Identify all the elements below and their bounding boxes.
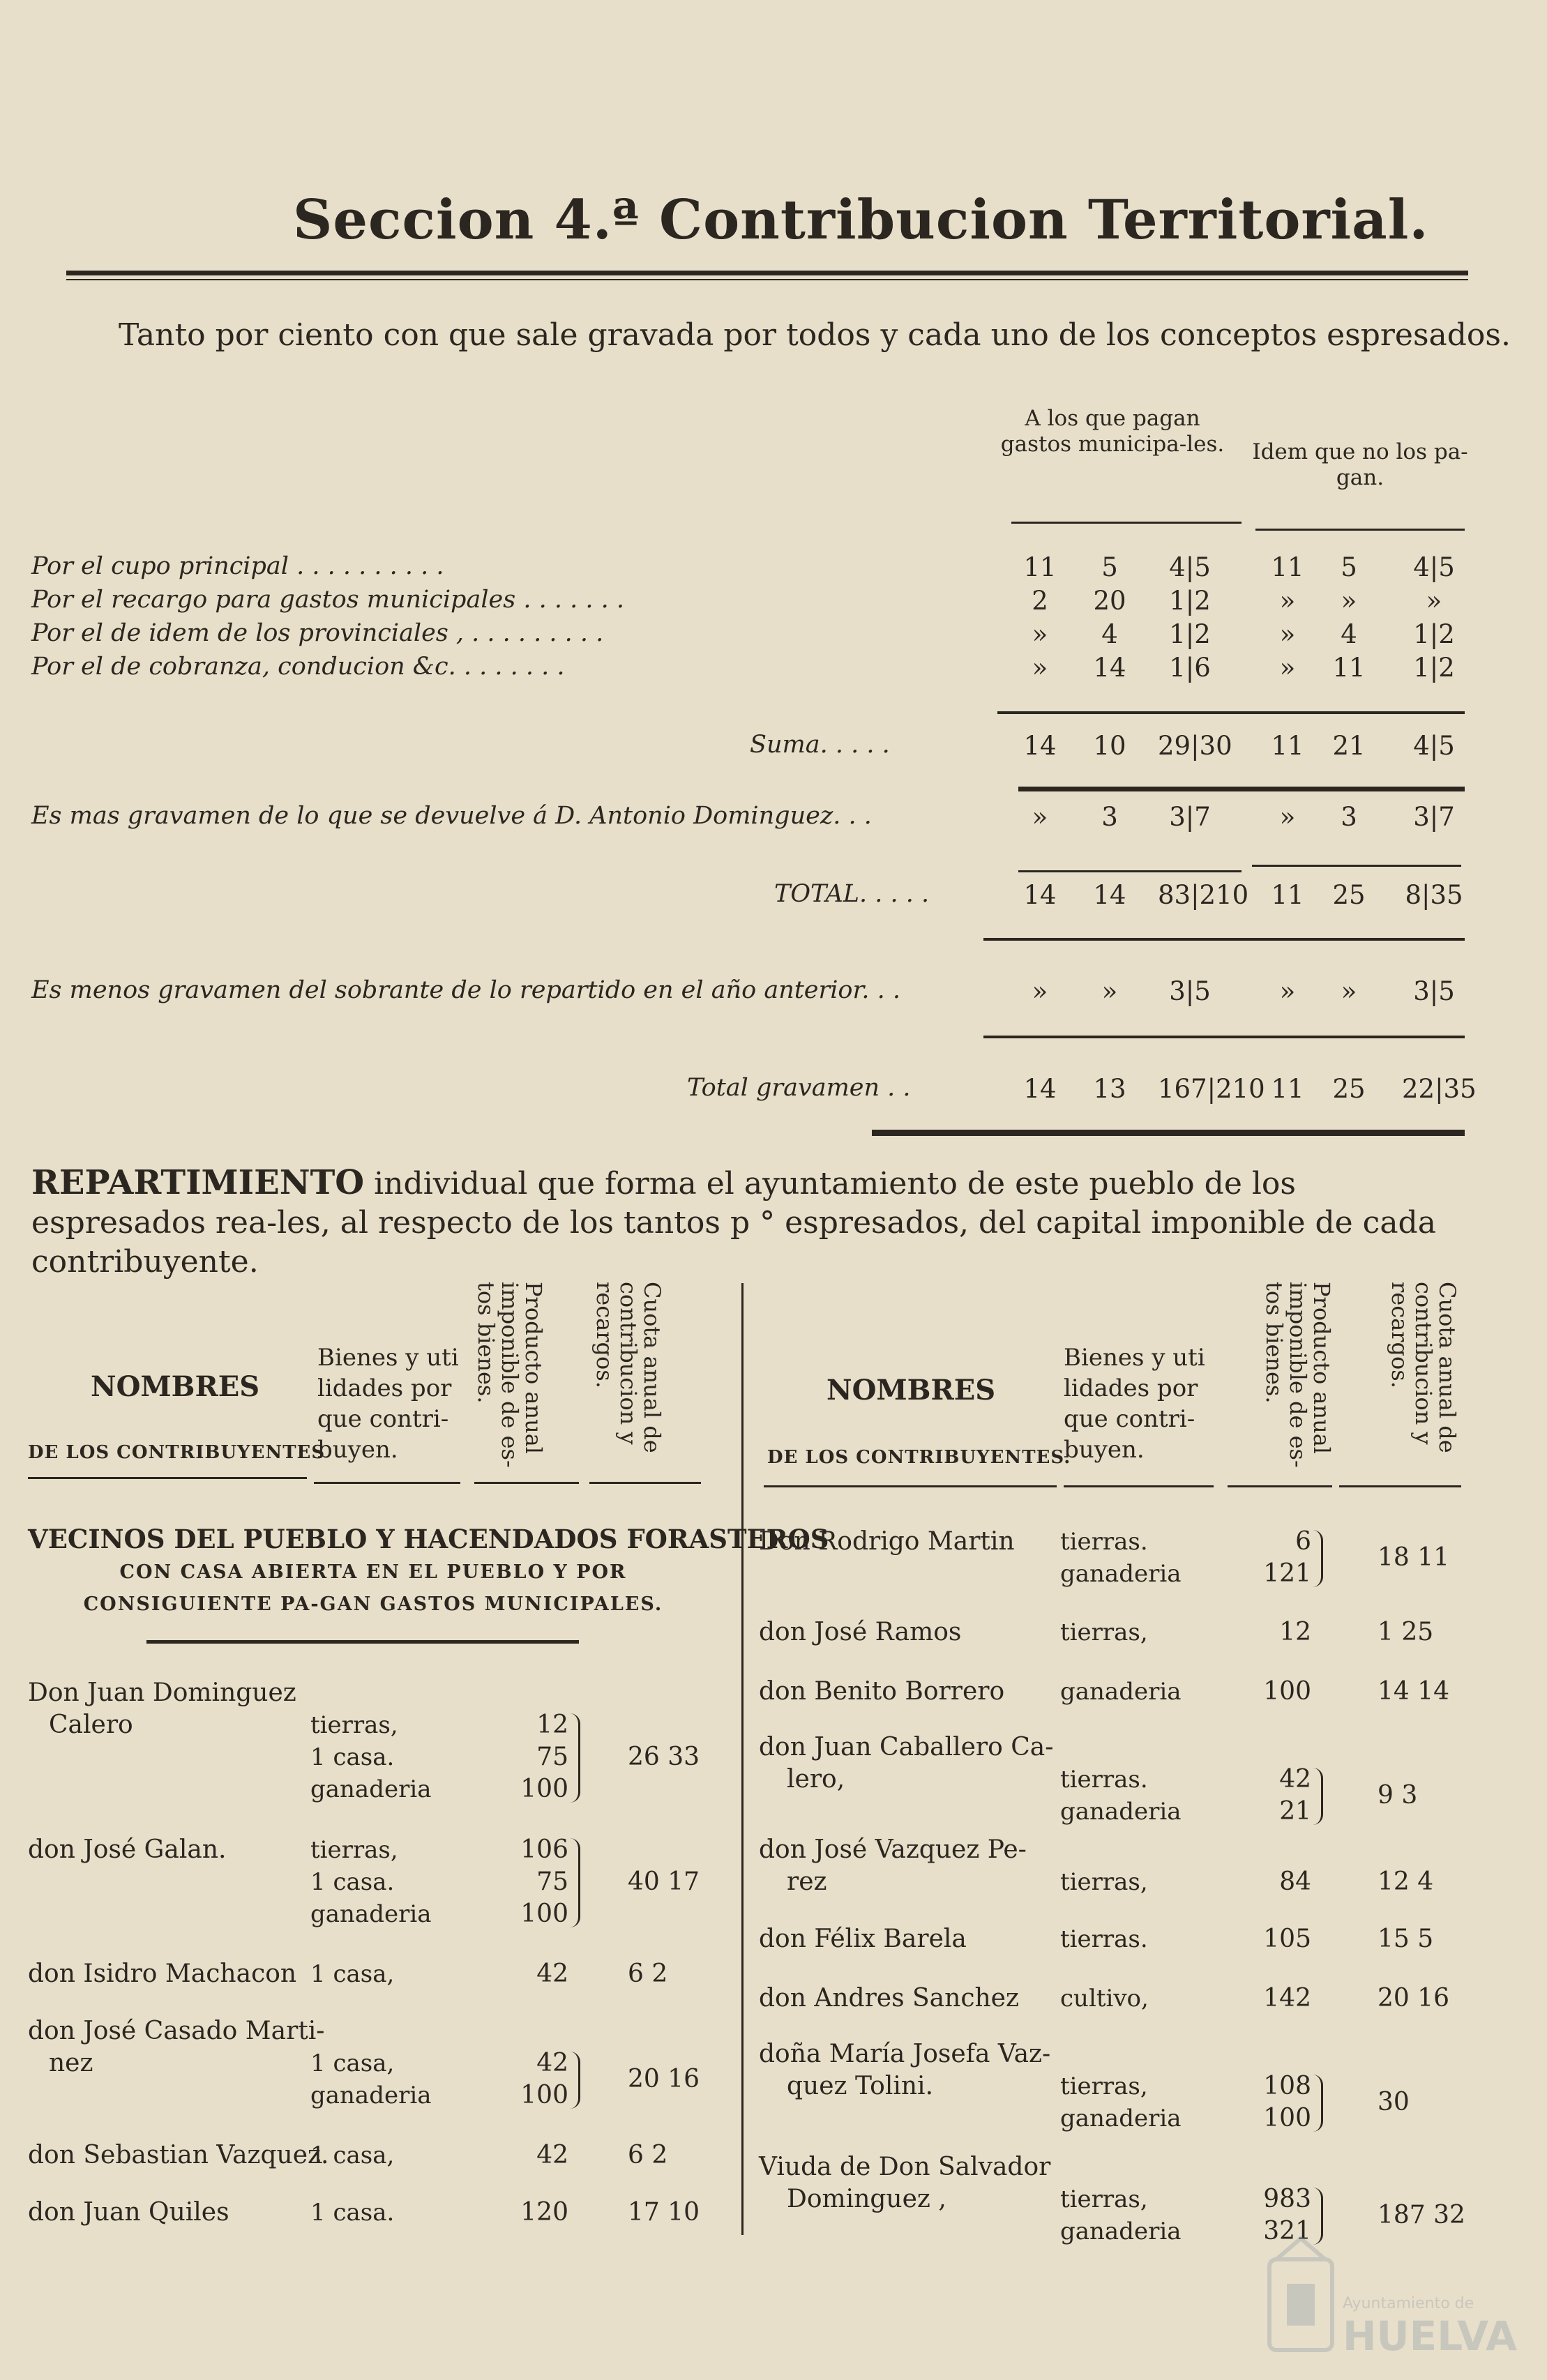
contributor-bienes: ganaderia	[310, 2082, 432, 2109]
contributor-bienes: 1 casa,	[310, 1960, 395, 1988]
col-header-rule-left-b	[314, 1482, 460, 1484]
rate-row-value: 4|5	[1169, 552, 1211, 582]
total-row-value: 11	[1271, 880, 1304, 910]
contributor-bienes: tierras,	[1060, 2072, 1148, 2100]
menos-row-value: »	[1032, 976, 1048, 1006]
contributor-cuota: 30	[1378, 2088, 1410, 2116]
amount-brace	[1313, 1768, 1323, 1825]
total-gravamen-row-value: 22|35	[1402, 1074, 1477, 1104]
contributor-cuota: 15 5	[1378, 1925, 1434, 1953]
rate-row-value: »	[1032, 653, 1048, 683]
contributor-producto: 100	[520, 2081, 568, 2109]
col-header-no-pagan: Idem que no los pa-gan.	[1252, 439, 1468, 490]
repartimiento-text: individual que forma el ayuntamiento de este pueblo de los espresados rea-les, al respecto de los tantos p ° espresados, del capital imponible de cada contribuyente.	[31, 1166, 1436, 1280]
total-row-value: 25	[1332, 880, 1366, 910]
contributor-producto: 106	[520, 1835, 568, 1864]
contributor-bienes: tierras.	[1060, 1766, 1148, 1794]
total-row-value: 83|210	[1158, 880, 1249, 910]
col-header-rule-left	[28, 1477, 307, 1479]
rate-row-value: »	[1279, 653, 1296, 683]
col-bienes-left: Bienes y uti lidades por que contri-buyen.	[317, 1344, 459, 1464]
col-cuota-right: Cuota anual de contribucion y recargos.	[1387, 1282, 1461, 1453]
gravamen-rule	[872, 1130, 1465, 1136]
contributor-producto: 108	[1263, 2072, 1311, 2100]
contributor-name: don José Galan.	[28, 1835, 227, 1864]
suma-row-value: 14	[1023, 731, 1057, 761]
contributor-name: don Sebastian Vazquez.	[28, 2141, 329, 2169]
col-header-rule-left-c	[474, 1482, 579, 1484]
col-nombres-sub-left: DE LOS CONTRIBUYENTES	[28, 1442, 326, 1463]
contributor-bienes: 1 casa,	[310, 2049, 395, 2077]
contributor-name: Don Juan Dominguez	[28, 1678, 296, 1707]
contributor-producto: 6	[1295, 1527, 1311, 1556]
section-heading-rule	[146, 1640, 579, 1644]
contributor-bienes: ganaderia	[1060, 1798, 1182, 1826]
contributor-cuota: 26 33	[628, 1743, 700, 1771]
contributor-bienes: 1 casa.	[310, 2199, 395, 2227]
contributor-bienes: 1 casa,	[310, 2142, 395, 2169]
col-producto-right: Producto anual imponible de es-tos bienes.	[1261, 1282, 1335, 1468]
header-rule-left	[1011, 522, 1242, 524]
contributor-producto: 100	[1263, 2104, 1311, 2132]
contributor-name: Viuda de Don Salvador	[759, 2153, 1051, 2181]
menos-rule	[983, 1036, 1465, 1038]
contributor-producto: 100	[1263, 1677, 1311, 1706]
contributor-name: Dominguez ,	[787, 2185, 946, 2213]
contributor-cuota: 40 17	[628, 1867, 700, 1896]
menos-row-label: Es menos gravamen del sobrante de lo repartido en el año anterior. . .	[31, 976, 901, 1004]
mas-row-value: 3	[1101, 802, 1118, 832]
contributor-producto: 84	[1279, 1867, 1311, 1896]
contributor-bienes: ganaderia	[1060, 2218, 1182, 2245]
amount-brace	[570, 2052, 580, 2109]
rate-row-value: 4	[1101, 619, 1118, 649]
total-rule-b	[1252, 865, 1461, 867]
amount-brace	[570, 1713, 580, 1803]
rate-row-value: »	[1279, 619, 1296, 649]
contributor-name: lero,	[787, 1765, 845, 1794]
section-heading-title: VECINOS DEL PUEBLO Y HACENDADOS FORASTEROS	[28, 1524, 829, 1554]
contributor-producto: 12	[536, 1711, 568, 1739]
contributor-bienes: tierras,	[310, 1836, 398, 1864]
menos-row-value: »	[1341, 976, 1357, 1006]
rate-row-label: Por el de idem de los provinciales , . . . . . . . . .	[31, 619, 604, 647]
rate-row-value: »	[1341, 586, 1357, 616]
contributor-cuota: 12 4	[1378, 1867, 1434, 1896]
contributor-producto: 121	[1263, 1559, 1311, 1588]
mas-row-value: 3	[1341, 802, 1357, 832]
amount-brace	[570, 1838, 580, 1927]
mas-row-label: Es mas gravamen de lo que se devuelve á D. Antonio Dominguez. . .	[31, 802, 872, 830]
mas-row-value: »	[1279, 802, 1296, 832]
rate-row-value: »	[1426, 586, 1442, 616]
mas-row-value: 3|7	[1169, 802, 1211, 832]
amount-brace	[1313, 2075, 1323, 2132]
suma-row-value: 10	[1093, 731, 1126, 761]
rate-row-value: 4	[1341, 619, 1357, 649]
col-header-rule-right-b	[1064, 1485, 1214, 1487]
suma-rule	[997, 711, 1465, 714]
rate-row-label: Por el de cobranza, conducion &c. . . . . . . .	[31, 653, 565, 681]
menos-row-value: 3|5	[1169, 976, 1211, 1006]
total-row-value: 8|35	[1405, 880, 1463, 910]
rate-row-value: 1|2	[1413, 653, 1455, 683]
col-cuota-left: Cuota anual de contribucion y recargos.	[591, 1282, 665, 1453]
total-gravamen-row-value: 13	[1093, 1074, 1126, 1104]
contributor-name: don José Casado Marti-	[28, 2017, 325, 2045]
suma-row-value: 4|5	[1413, 731, 1455, 761]
contributor-producto: 75	[536, 1743, 568, 1771]
contributor-cuota: 14 14	[1378, 1677, 1450, 1706]
section-heading-sub: CON CASA ABIERTA EN EL PUEBLO Y POR CONSIGUIENTE PA-GAN GASTOS MUNICIPALES.	[83, 1561, 663, 1615]
contributor-producto: 120	[520, 2198, 568, 2227]
menos-row-value: »	[1101, 976, 1118, 1006]
total-rule-a	[1018, 870, 1242, 872]
contributor-cuota: 9 3	[1378, 1781, 1418, 1810]
contributor-cuota: 1 25	[1378, 1618, 1434, 1646]
contributor-name: don Benito Borrero	[759, 1677, 1005, 1706]
contributor-producto: 75	[536, 1867, 568, 1896]
rate-row-label: Por el cupo principal . . . . . . . . . .	[31, 552, 444, 580]
total-gravamen-row-value: 14	[1023, 1074, 1057, 1104]
rate-row-value: 11	[1332, 653, 1366, 683]
col-header-rule-left-d	[589, 1482, 701, 1484]
contributor-producto: 12	[1279, 1618, 1311, 1646]
suma-row-value: 21	[1332, 731, 1366, 761]
col-header-rule-right	[764, 1485, 1057, 1487]
page-title: Seccion 4.ª Contribucion Territorial.	[293, 188, 1429, 252]
contributor-bienes: cultivo,	[1060, 1985, 1149, 2013]
title-rule-thin	[66, 279, 1468, 280]
contributor-producto: 100	[520, 1900, 568, 1928]
seal-city: HUELVA	[1343, 2312, 1518, 2360]
rate-row-value: 1|2	[1413, 619, 1455, 649]
contributor-cuota: 20 16	[628, 2065, 700, 2093]
contributor-producto: 42	[536, 2141, 568, 2169]
total-gravamen-row-value: 167|210	[1158, 1074, 1265, 1104]
repartimiento-lead: REPARTIMIENTO	[31, 1163, 365, 1202]
contributor-name: don Andres Sanchez	[759, 1984, 1019, 2013]
contributor-producto: 105	[1263, 1925, 1311, 1953]
contributor-bienes: ganaderia	[310, 1775, 432, 1803]
col-bienes-right: Bienes y uti lidades por que contri-buyen.	[1064, 1344, 1205, 1464]
suma-row-value: 11	[1271, 731, 1304, 761]
contributor-producto: 21	[1279, 1797, 1311, 1826]
contributor-producto: 142	[1263, 1984, 1311, 2013]
col-nombres-sub-right: DE LOS CONTRIBUYENTES.	[767, 1447, 1071, 1468]
rate-row-value: 4|5	[1413, 552, 1455, 582]
total-rule-c	[983, 938, 1465, 941]
rate-row-value: 1|2	[1169, 586, 1211, 616]
total-row-value: 14	[1093, 880, 1126, 910]
rate-row-value: 2	[1032, 586, 1048, 616]
seal-caption: Ayuntamiento de	[1343, 2295, 1474, 2312]
col-header-rule-right-d	[1339, 1485, 1461, 1487]
menos-row-value: 3|5	[1413, 976, 1455, 1006]
contributor-bienes: ganaderia	[1060, 1678, 1182, 1706]
suma-row-value: 29|30	[1158, 731, 1232, 761]
amount-brace	[1313, 1530, 1323, 1587]
contributor-producto: 42	[536, 2049, 568, 2077]
contributor-bienes: 1 casa.	[310, 1743, 395, 1771]
contributor-cuota: 187 32	[1378, 2201, 1465, 2229]
contributor-name: don José Ramos	[759, 1618, 962, 1646]
contributor-name: doña María Josefa Vaz-	[759, 2040, 1051, 2068]
col-nombres-left: NOMBRES	[91, 1370, 260, 1403]
contributor-bienes: tierras,	[1060, 1868, 1148, 1896]
contributor-name: Calero	[49, 1711, 133, 1739]
rate-row-value: 1|2	[1169, 619, 1211, 649]
contributor-bienes: ganaderia	[1060, 1560, 1182, 1588]
contributor-producto: 983	[1263, 2185, 1311, 2213]
rate-row-value: 20	[1093, 586, 1126, 616]
rate-row-value: »	[1032, 619, 1048, 649]
contributor-cuota: 6 2	[628, 2141, 668, 2169]
contributor-name: don Isidro Machacon	[28, 1960, 297, 1988]
mas-row-value: 3|7	[1413, 802, 1455, 832]
rate-row-value: 1|6	[1169, 653, 1211, 683]
contributor-name: Don Rodrigo Martin	[759, 1527, 1015, 1556]
title-rule	[66, 271, 1468, 275]
contributor-bienes: 1 casa.	[310, 1868, 395, 1896]
menos-row-value: »	[1279, 976, 1296, 1006]
col-nombres-right: NOMBRES	[827, 1374, 996, 1407]
contributor-producto: 100	[520, 1775, 568, 1803]
repartimiento-paragraph	[31, 1163, 1468, 1282]
total-gravamen-row-label: Total gravamen . .	[687, 1074, 911, 1102]
suma-row-label: Suma. . . . .	[750, 731, 890, 759]
huelva-seal	[1259, 2231, 1518, 2371]
contributor-bienes: tierras.	[1060, 1528, 1148, 1556]
contributor-cuota: 18 11	[1378, 1543, 1450, 1572]
rate-row-value: 5	[1341, 552, 1357, 582]
rate-row-value: 5	[1101, 552, 1118, 582]
contributor-bienes: tierras,	[310, 1711, 398, 1739]
total-row-label: TOTAL. . . . .	[774, 880, 930, 908]
contributor-name: don Juan Quiles	[28, 2198, 229, 2227]
contributor-name: nez	[49, 2049, 93, 2077]
rate-row-label: Por el recargo para gastos municipales . . . . . . .	[31, 586, 624, 614]
contributor-name: don Juan Caballero Ca-	[759, 1733, 1054, 1761]
header-rule-right	[1255, 529, 1465, 531]
contributor-name: quez Tolini.	[787, 2072, 934, 2100]
contributor-bienes: tierras,	[1060, 1619, 1148, 1646]
col-header-rule-right-c	[1228, 1485, 1332, 1487]
contributor-bienes: tierras,	[1060, 2185, 1148, 2213]
contributor-name: don Félix Barela	[759, 1925, 967, 1953]
mas-row-value: »	[1032, 802, 1048, 832]
contributor-producto: 321	[1263, 2217, 1311, 2245]
contributor-cuota: 20 16	[1378, 1984, 1450, 2013]
rates-subtitle: Tanto por ciento con que sale gravada por todos y cada uno de los conceptos espresados.	[119, 317, 1511, 353]
rate-row-value: 14	[1093, 653, 1126, 683]
contributor-producto: 42	[536, 1960, 568, 1988]
contributor-cuota: 6 2	[628, 1960, 668, 1988]
total-gravamen-row-value: 11	[1271, 1074, 1304, 1104]
rate-row-value: »	[1279, 586, 1296, 616]
total-gravamen-row-value: 25	[1332, 1074, 1366, 1104]
rate-row-value: 11	[1023, 552, 1057, 582]
contributor-bienes: ganaderia	[310, 1900, 432, 1928]
contributor-bienes: tierras.	[1060, 1925, 1148, 1953]
mas-rule	[1018, 787, 1465, 791]
contributor-producto: 42	[1279, 1765, 1311, 1794]
rate-row-value: 11	[1271, 552, 1304, 582]
contributor-name: rez	[787, 1867, 827, 1896]
total-row-value: 14	[1023, 880, 1057, 910]
contributor-bienes: ganaderia	[1060, 2105, 1182, 2132]
col-producto-left: Producto anual imponible de es-tos bienes.	[473, 1282, 547, 1468]
col-header-pagan: A los que pagan gastos municipa-les.	[1000, 406, 1225, 457]
contributor-cuota: 17 10	[628, 2198, 700, 2227]
contributor-name: don José Vazquez Pe-	[759, 1835, 1027, 1864]
column-divider	[741, 1283, 744, 2235]
